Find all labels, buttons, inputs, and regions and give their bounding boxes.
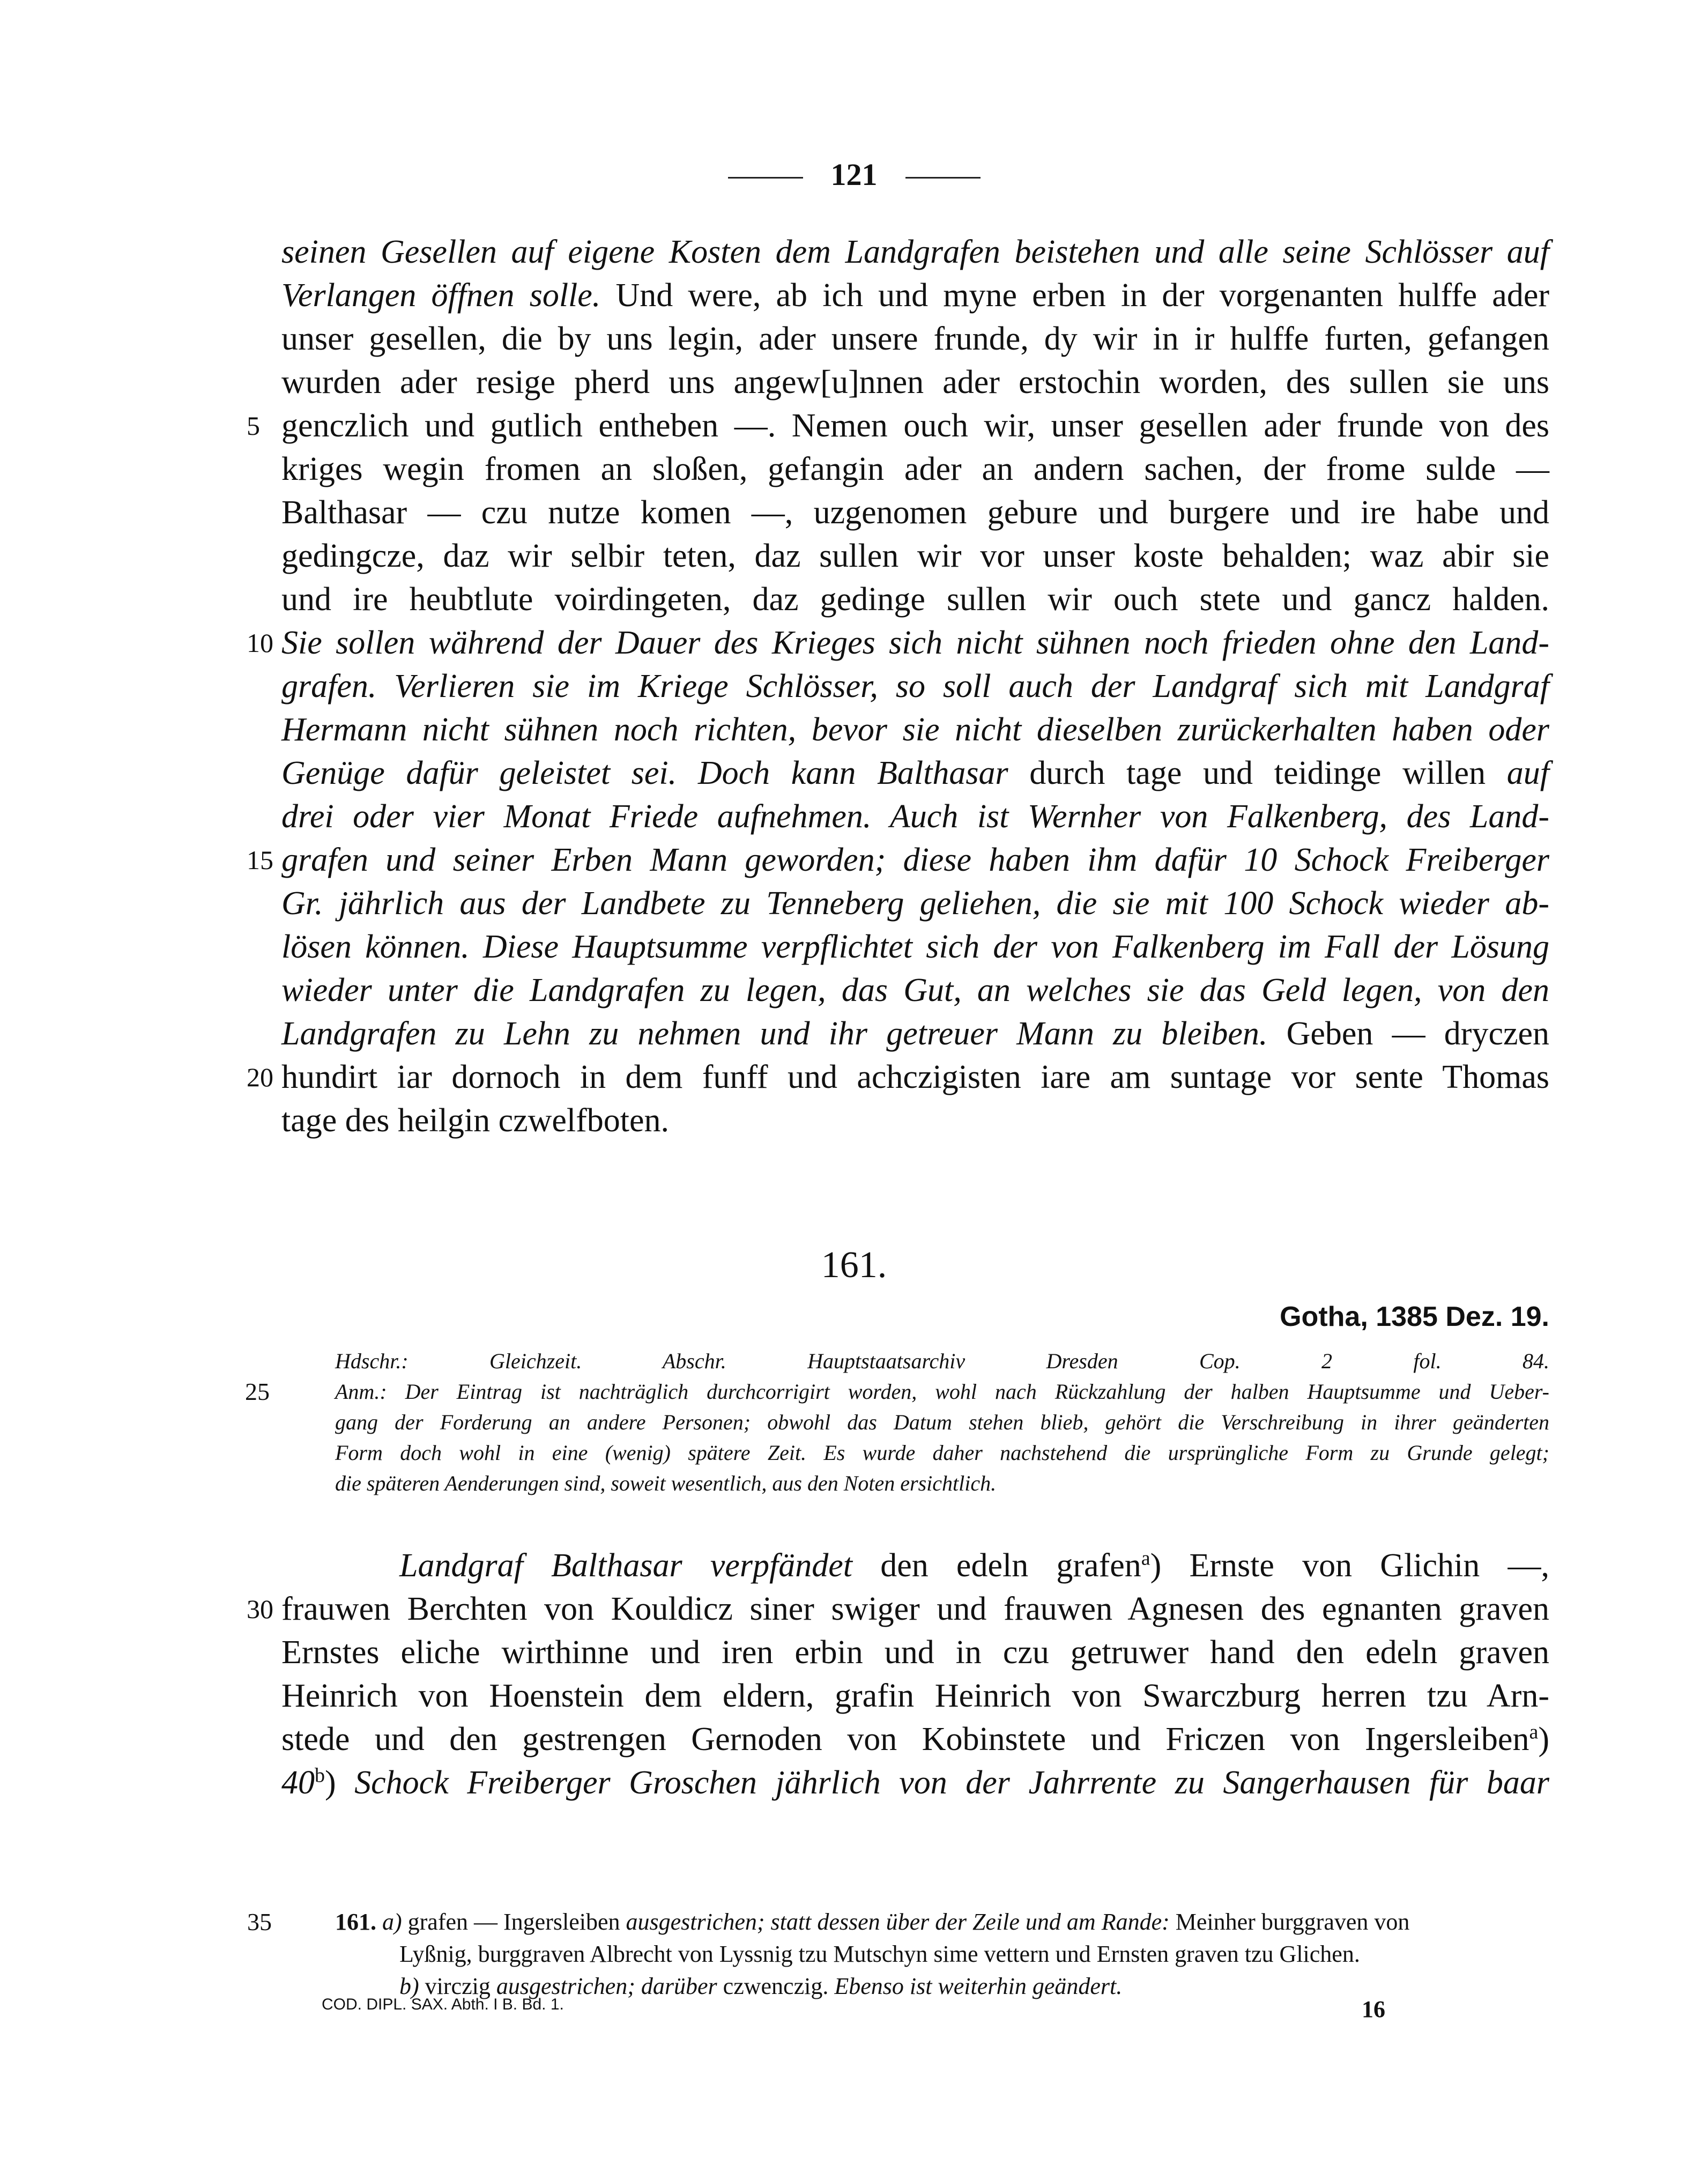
text-line (281, 708, 1549, 752)
line-text: kriges wegin fromen an sloßen, gefangin ader an andern sachen, der frome sulde — (281, 451, 1549, 487)
line-number: 30 (247, 1594, 273, 1624)
note-line (335, 1407, 1549, 1437)
line-text: lösen können. Diese Hauptsumme verpflichtet sich der von Falkenberg im Fall der Lösung (281, 929, 1549, 965)
text-line (281, 1012, 1549, 1056)
text-line (281, 578, 1549, 621)
line-text: Verlangen öffnen solle. Und were, ab ich und myne erben in der vorgenanten hulffe ader (281, 277, 1549, 314)
line-text: Lyßnig, burggraven Albrecht von Lyssnig tzu Mutschyn sime vettern und Ernsten graven tzu Glichen. (399, 1941, 1360, 1967)
line-text: gang der Forderung an andere Personen; obwohl das Datum stehen blieb, gehört die Verschreibung in ihrer geänderten (335, 1410, 1549, 1434)
line-text: drei oder vier Monat Friede aufnehmen. Auch ist Wernher von Falkenberg, des Land- (281, 798, 1549, 835)
text-line (247, 621, 1549, 665)
line-text: Ernstes eliche wirthinne und iren erbin und in czu getruwer hand den edeln graven (281, 1634, 1549, 1671)
text-line (281, 1761, 1549, 1805)
text-line (281, 969, 1549, 1012)
line-number: 15 (247, 845, 273, 875)
line-number: 5 (247, 411, 260, 441)
line-text: Anm.: Der Eintrag ist nachträglich durchcorrigirt worden, wohl nach Rückzahlung der halben Hauptsumme und Ueber- (335, 1380, 1549, 1404)
document-number: 161. (821, 1244, 887, 1286)
text-line (247, 1056, 1549, 1099)
line-number: 35 (247, 1908, 272, 1936)
footnote-line (247, 1906, 1549, 1938)
line-text: frauwen Berchten von Kouldicz siner swiger und frauwen Agnesen des egnanten graven (281, 1591, 1549, 1627)
text-line (281, 752, 1549, 795)
line-text: grafen und seiner Erben Mann geworden; diese haben ihm dafür 10 Schock Freiberger (281, 842, 1549, 878)
note-line (335, 1468, 1549, 1499)
document-text-block (247, 1544, 1549, 1805)
note-line (245, 1376, 1549, 1407)
line-text: 40$^b$) Schock Freiberger Groschen jährlich von der Jahrrente zu Sangerhausen für baar (281, 1764, 1549, 1801)
footnotes (247, 1906, 1549, 2003)
line-text: wieder unter die Landgrafen zu legen, das Gut, an welches sie das Geld legen, von den (281, 972, 1549, 1009)
line-number: 25 (245, 1378, 270, 1405)
line-text: Balthasar — czu nutze komen —, uzgenomen gebure und burgere und ire habe und (281, 494, 1549, 531)
text-line (281, 925, 1549, 969)
line-text: Sie sollen während der Dauer des Krieges sich nicht sühnen noch frieden ohne den Land- (281, 625, 1549, 661)
line-text: Landgrafen zu Lehn zu nehmen und ihr getreuer Mann zu bleiben. Geben — dryczen (281, 1015, 1549, 1052)
line-text: Form doch wohl in eine (wenig) spätere Zeit. Es wurde daher nachstehend die ursprüngliche Form zu Grunde gelegt; (335, 1441, 1549, 1465)
line-text: 161. a) grafen — Ingersleiben ausgestrichen; statt dessen über der Zeile und am Rande: Meinher burggraven von (335, 1909, 1410, 1935)
line-text: Gr. jährlich aus der Landbete zu Tenneberg geliehen, die sie mit 100 Schock wieder ab- (281, 885, 1549, 922)
text-line (281, 361, 1549, 404)
line-number: 10 (247, 628, 273, 658)
note-line (335, 1346, 1549, 1376)
text-line (281, 1631, 1549, 1674)
line-text: Landgraf Balthasar verpfändet den edeln grafen$^a$) Ernste von Glichin —, (399, 1547, 1549, 1584)
text-line (281, 1544, 1549, 1588)
line-text: die späteren Aenderungen sind, soweit wesentlich, aus den Noten ersichtlich. (335, 1471, 997, 1495)
line-text: hundirt iar dornoch in dem funff und achczigisten iare am suntage vor sente Thomas (281, 1059, 1549, 1095)
line-text: stede und den gestrengen Gernoden von Kobinstete und Friczen von Ingersleiben$^a$) (281, 1721, 1549, 1758)
main-text-block (247, 231, 1549, 1143)
text-line (281, 1674, 1549, 1718)
text-line (281, 448, 1549, 491)
line-text: wurden ader resige pherd uns angew[u]nnen ader erstochin worden, des sullen sie uns (281, 364, 1549, 401)
text-line (281, 231, 1549, 274)
source-notes (245, 1346, 1549, 1499)
text-line (281, 274, 1549, 317)
text-line (281, 1718, 1549, 1761)
line-text: gedingcze, daz wir selbir teten, daz sullen wir vor unser koste behalden; waz abir sie (281, 538, 1549, 574)
line-text: grafen. Verlieren sie im Kriege Schlösser, so soll auch der Landgraf sich mit Landgraf (281, 668, 1549, 705)
page-number: 121 (0, 157, 1708, 192)
text-line (281, 491, 1549, 535)
footnote-line (335, 1938, 1549, 1970)
text-line (281, 535, 1549, 578)
line-text: genczlich und gutlich entheben —. Nemen ouch wir, unser gesellen ader frunde von des (281, 407, 1549, 444)
text-line (281, 665, 1549, 708)
place-date: Gotha, 1385 Dez. 19. (1280, 1301, 1549, 1332)
text-line (281, 317, 1549, 361)
signature-line: COD. DIPL. SAX. Abth. I B. Bd. 1. (322, 1996, 564, 2013)
line-text: Hermann nicht sühnen noch richten, bevor sie nicht dieselben zurückerhalten haben oder (281, 711, 1549, 748)
text-line (281, 1099, 1549, 1143)
sheet-number: 16 (1362, 1996, 1385, 2022)
text-line (247, 839, 1549, 882)
text-line (281, 882, 1549, 925)
line-number: 20 (247, 1062, 273, 1092)
line-text: Genüge dafür geleistet sei. Doch kann Balthasar durch tage und teidinge willen auf (281, 755, 1549, 791)
line-text: Heinrich von Hoenstein dem eldern, grafin Heinrich von Swarczburg herren tzu Arn- (281, 1678, 1549, 1714)
text-line (247, 1588, 1549, 1631)
line-text: tage des heilgin czwelfboten. (281, 1102, 670, 1139)
line-text: unser gesellen, die by uns legin, ader unsere frunde, dy wir in ir hulffe furten, gefangen (281, 321, 1549, 357)
line-text: b) virczig ausgestrichen; darüber czwenczig. Ebenso ist weiterhin geändert. (399, 1973, 1123, 1999)
text-line (281, 795, 1549, 839)
line-text: Hdschr.: Gleichzeit. Abschr. Hauptstaatsarchiv Dresden Cop. 2 fol. 84. (335, 1349, 1549, 1373)
note-line (335, 1437, 1549, 1468)
text-line (247, 404, 1549, 448)
line-text: seinen Gesellen auf eigene Kosten dem Landgrafen beistehen und alle seine Schlösser auf (281, 234, 1549, 270)
line-text: und ire heubtlute voirdingeten, daz gedinge sullen wir ouch stete und gancz halden. (281, 581, 1549, 618)
